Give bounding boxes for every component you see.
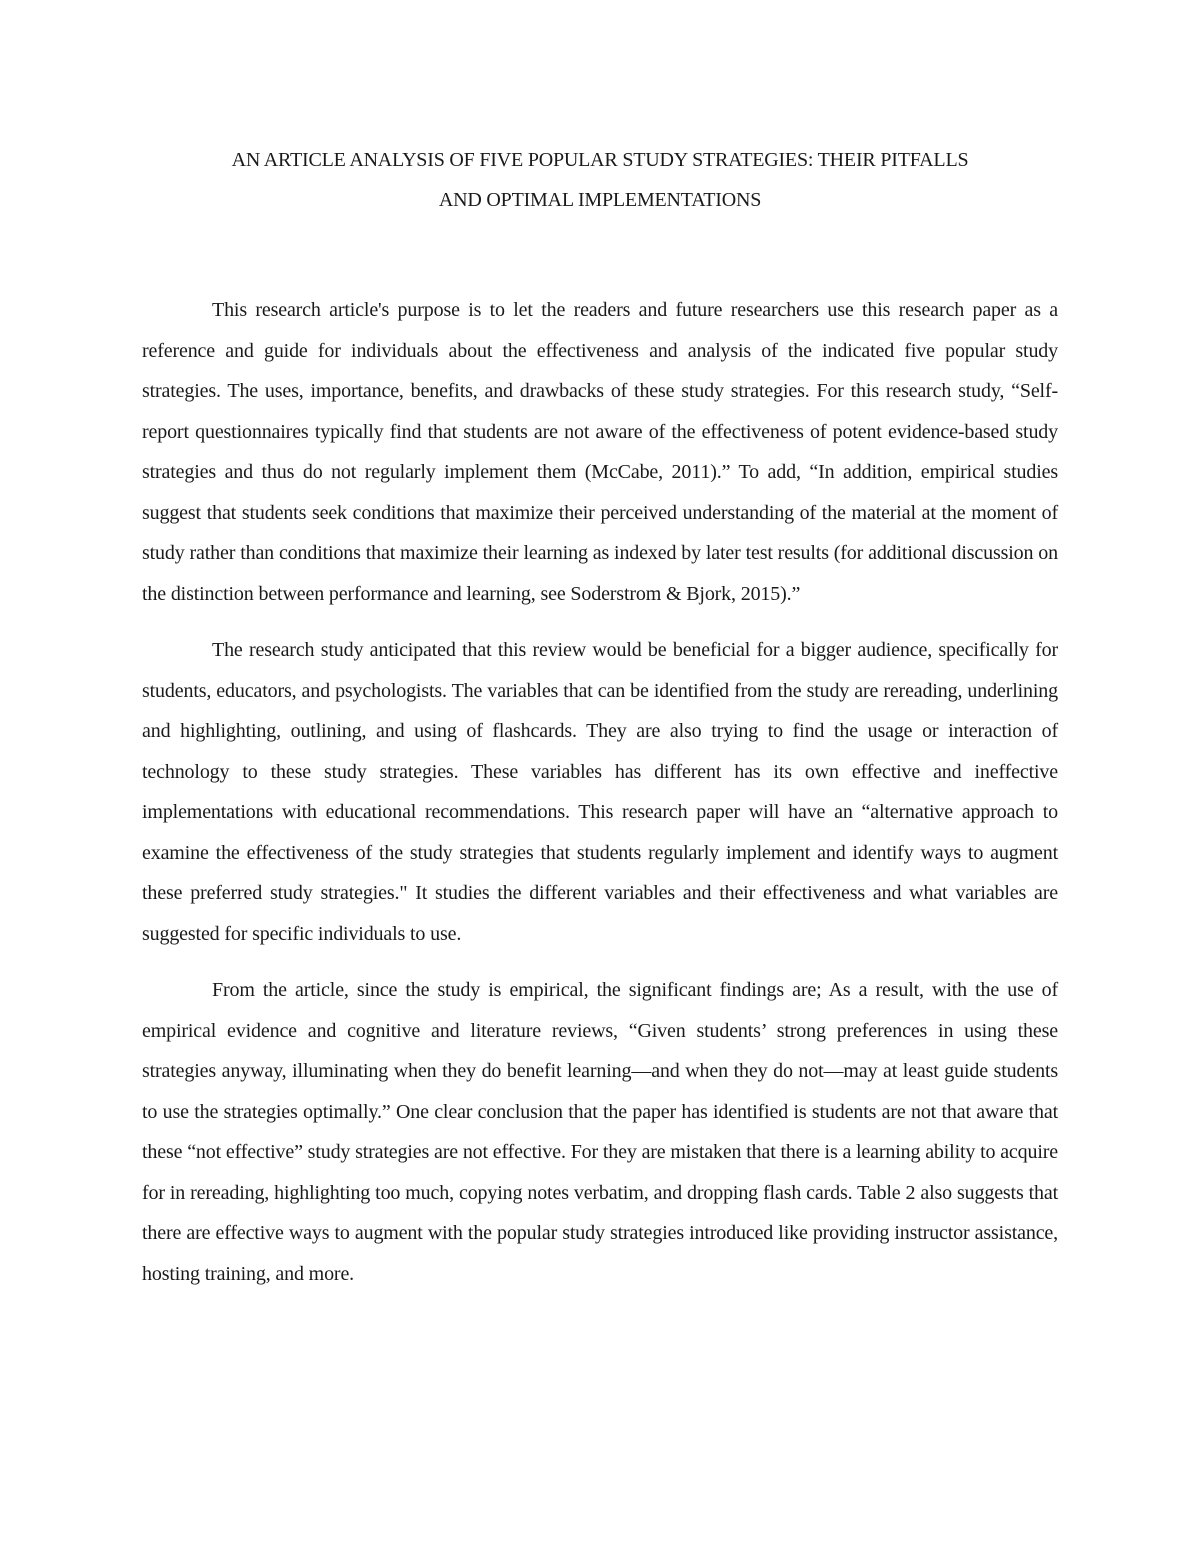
document-body <box>142 290 1058 1310</box>
title-line-1: AN ARTICLE ANALYSIS OF FIVE POPULAR STUDY STRATEGIES: THEIR PITFALLS <box>231 149 969 171</box>
document-title <box>142 140 1058 220</box>
paragraph-2: The research study anticipated that this review would be beneficial for a bigger audience, specifically for students, educators, and psychologists. The variables that can be identified from the study are rereading, underlining and highlighting, outlining, and using of flashcards. They are also trying to find the usage or interaction of technology to these study strategies. These variables has different has its own effective and ineffective implementations with educational recommendations. This research paper will have an “alternative approach to examine the effectiveness of the study strategies that students regularly implement and identify ways to augment these preferred study strategies." It studies the different variables and their effectiveness and what variables are suggested for specific individuals to use. <box>142 639 1058 945</box>
paragraph-1: This research article's purpose is to let the readers and future researchers use this research paper as a reference and guide for individuals about the effectiveness and analysis of the indicated five popular study strategies. The uses, importance, benefits, and drawbacks of these study strategies. For this research study, “Self-report questionnaires typically find that students are not aware of the effectiveness of potent evidence-based study strategies and thus do not regularly implement them (McCabe, 2011).” To add, “In addition, empirical studies suggest that students seek conditions that maximize their perceived understanding of the material at the moment of study rather than conditions that maximize their learning as indexed by later test results (for additional discussion on the distinction between performance and learning, see Soderstrom & Bjork, 2015).” <box>142 299 1058 605</box>
paragraph-3: From the article, since the study is empirical, the significant findings are; As a result, with the use of empirical evidence and cognitive and literature reviews, “Given students’ strong preferences in using these strategies anyway, illuminating when they do benefit learning—and when they do not—may at least guide students to use the strategies optimally.” One clear conclusion that the paper has identified is students are not that aware that these “not effective” study strategies are not effective. For they are mistaken that there is a learning ability to acquire for in rereading, highlighting too much, copying notes verbatim, and dropping flash cards. Table 2 also suggests that there are effective ways to augment with the popular study strategies introduced like providing instructor assistance, hosting training, and more. <box>142 979 1059 1285</box>
title-line-2: AND OPTIMAL IMPLEMENTATIONS <box>438 189 762 211</box>
